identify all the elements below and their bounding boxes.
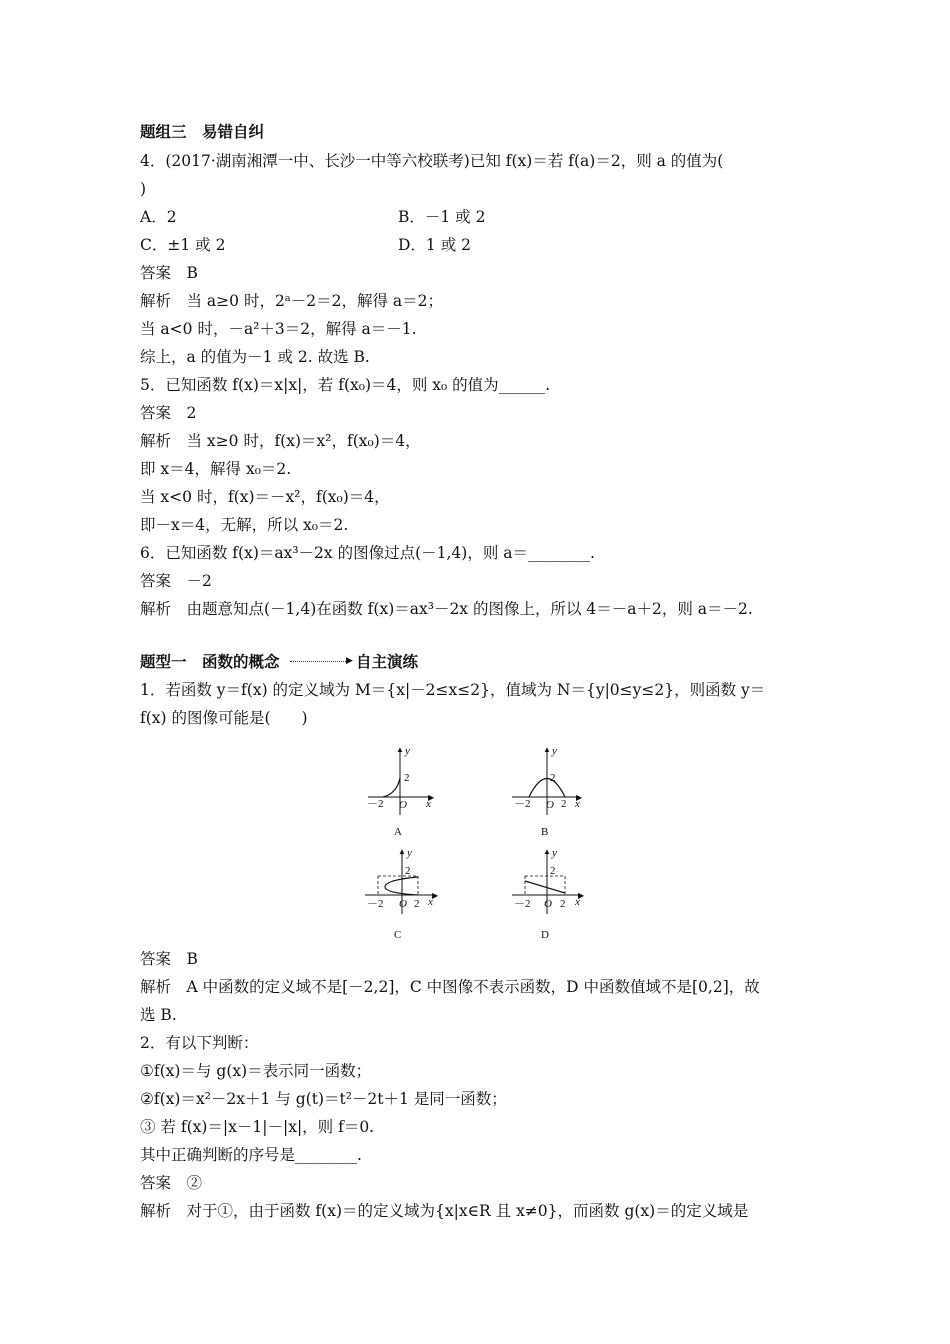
analysis-5-line-2: 即 x＝4，解得 x₀＝2.	[140, 460, 292, 478]
graph-c-caption: C	[394, 929, 402, 941]
statement-1: ①f(x)＝与 g(x)＝表示同一函数；	[140, 1062, 372, 1080]
analysis-4-line-1: 解析 当 a≥0 时，2ᵃ－2＝2，解得 a＝2；	[140, 292, 444, 310]
graph-c-x-arrow: ▶	[432, 891, 439, 900]
graph-b-tick-neg2: －2	[514, 798, 531, 810]
analysis-6: 解析 由题意知点(－1,4)在函数 f(x)＝ax³－2x 的图像上，所以 4＝－a＋2，则 a＝－2.	[140, 600, 753, 618]
analysis-2-line-1: 解析 对于①，由于函数 f(x)＝的定义域为{x|x∈R 且 x≠0}，而函数 g(x)＝的定义域是	[140, 1202, 749, 1220]
graph-b-y-arrow: ▲	[543, 745, 551, 754]
option-b: B．－1 或 2	[398, 208, 486, 226]
graph-b-caption: B	[541, 826, 549, 838]
graph-d-tick-neg2: －2	[514, 898, 531, 910]
graph-b-tick-2-y: 2	[550, 772, 556, 784]
statement-3: ③ 若 f(x)＝|x－1|－|x|，则 f＝0.	[140, 1118, 375, 1136]
question-4-stem: 4．(2017·湖南湘潭一中、长沙一中等六校联考)已知 f(x)＝若 f(a)＝2，则 a 的值为(	[140, 152, 724, 170]
answer-6: 答案 －2	[140, 572, 212, 590]
graph-c-tick-2-y: 2	[405, 865, 411, 877]
graph-d-x-arrow: ▶	[578, 891, 585, 900]
graph-b-x-label: x	[575, 798, 580, 810]
answer-4: 答案 B	[140, 264, 198, 282]
graph-c-tick-2-x: 2	[414, 898, 420, 910]
graph-a-y-label: y	[405, 745, 410, 757]
graph-b-y-label: y	[552, 745, 557, 757]
graph-c-y-arrow: ▲	[398, 847, 406, 856]
graph-a-x-label: x	[426, 798, 431, 810]
question-2-ask: 其中正确判断的序号是________.	[140, 1146, 362, 1164]
question-4-stem-end: )	[140, 180, 147, 198]
graph-d-y-label: y	[552, 847, 557, 859]
statement-2: ②f(x)＝x²－2x＋1 与 g(t)＝t²－2t＋1 是同一函数；	[140, 1090, 507, 1108]
question-1-stem-line-1: 1．若函数 y＝f(x) 的定义域为 M＝{x|－2≤x≤2}，值域为 N＝{y|0≤y≤2}，则函数 y＝	[140, 681, 766, 699]
section-heading-error-correction: 题组三 易错自纠	[140, 122, 265, 141]
graph-b-origin: O	[546, 799, 554, 811]
graph-a-tick-2-y: 2	[404, 772, 410, 784]
graph-c-dashed-box	[378, 876, 418, 895]
arrow-head-icon: ▶	[346, 656, 353, 666]
graph-d	[512, 847, 585, 941]
graph-d-y-arrow: ▲	[543, 847, 551, 856]
graph-a	[367, 745, 435, 838]
graph-c-y-label: y	[407, 847, 412, 859]
answer-1: 答案 B	[140, 950, 198, 968]
question-1-stem-line-2: f(x) 的图像可能是( )	[140, 709, 308, 727]
analysis-4-line-3: 综上，a 的值为－1 或 2. 故选 B.	[140, 348, 370, 366]
graph-c-tick-neg2: －2	[367, 898, 384, 910]
answer-2: 答案 ②	[140, 1174, 203, 1192]
analysis-1-line-2: 选 B.	[140, 1006, 177, 1024]
graph-d-tick-2-y: 2	[550, 865, 556, 877]
option-d: D．1 或 2	[398, 236, 472, 254]
graph-a-x-arrow: ▶	[428, 793, 435, 802]
analysis-5-line-1: 解析 当 x≥0 时，f(x)＝x²，f(x₀)＝4，	[140, 432, 421, 450]
analysis-5-line-4: 即－x＝4，无解，所以 x₀＝2.	[140, 516, 349, 534]
graph-a-tick-neg2: －2	[367, 798, 384, 810]
graph-d-origin: O	[544, 898, 552, 910]
self-practice-label: 自主演练	[356, 652, 419, 671]
graph-c	[365, 847, 439, 941]
graph-b	[512, 745, 583, 838]
question-6-stem: 6．已知函数 f(x)＝ax³－2x 的图像过点(－1,4)，则 a＝________.	[140, 544, 595, 562]
graph-b-x-arrow: ▶	[576, 793, 583, 802]
graph-d-line	[525, 881, 565, 893]
graph-a-origin: O	[399, 799, 407, 811]
answer-5: 答案 2	[140, 404, 197, 422]
graph-d-x-label: x	[575, 896, 580, 908]
graph-a-caption: A	[394, 826, 402, 838]
section-heading-function-concept: 题型一 函数的概念	[140, 652, 280, 671]
graph-a-curve	[383, 778, 400, 797]
graph-c-origin: O	[399, 898, 407, 910]
analysis-5-line-3: 当 x<0 时，f(x)＝－x²，f(x₀)＝4，	[140, 488, 390, 506]
option-a: A．2	[140, 208, 177, 226]
question-2-stem: 2．有以下判断：	[140, 1034, 259, 1052]
graph-a-y-arrow: ▲	[396, 745, 404, 754]
analysis-1-line-1: 解析 A 中函数的定义域不是[－2,2]，C 中图像不表示函数，D 中函数值域不是[0,2]，故	[140, 978, 760, 996]
graph-b-tick-2-x: 2	[561, 798, 567, 810]
graph-d-caption: D	[541, 929, 549, 941]
question-5-stem: 5．已知函数 f(x)＝x|x|，若 f(x₀)＝4，则 x₀ 的值为______.	[140, 376, 551, 394]
analysis-4-line-2: 当 a<0 时，－a²＋3＝2，解得 a＝－1.	[140, 320, 417, 338]
option-c: C．±1 或 2	[140, 236, 226, 254]
graph-d-dashed-box	[525, 876, 565, 895]
graph-c-x-label: x	[428, 896, 433, 908]
graph-d-tick-2-x: 2	[560, 898, 566, 910]
